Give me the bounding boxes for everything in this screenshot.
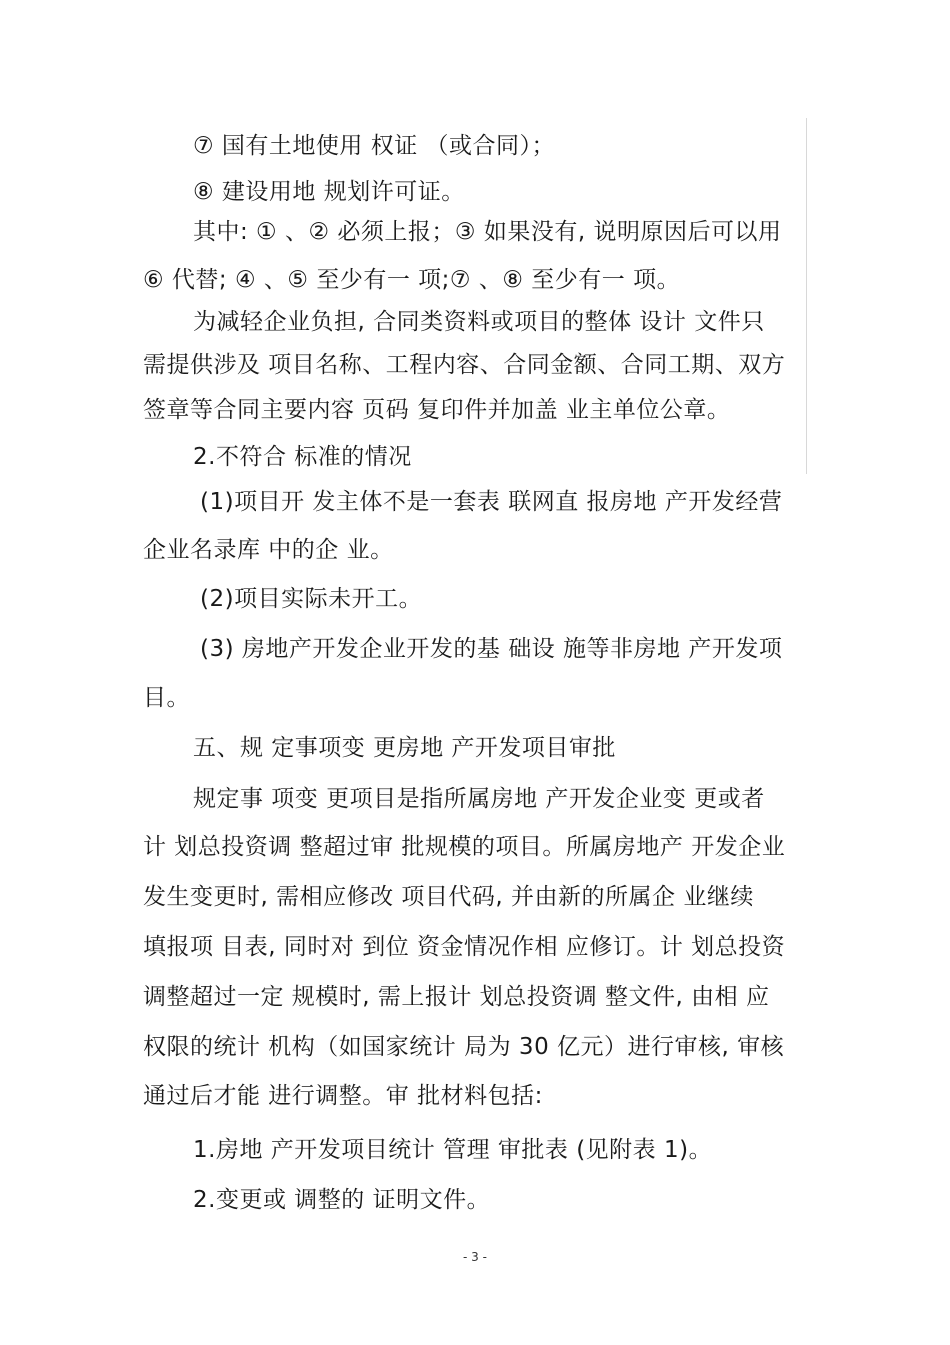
text-line: 权限的统计 机构（如国家统计 局为 30 亿元）进行审核, 审核 — [143, 1034, 785, 1060]
text-line: (1)项目开 发主体不是一套表 联网直 报房地 产开发经营 — [200, 489, 783, 515]
text-line: 企业名录库 中的企 业。 — [143, 537, 394, 563]
text-line: 签章等合同主要内容 页码 复印件并加盖 业主单位公章。 — [143, 397, 731, 423]
text-line: 其中: ① 、② 必须上报；③ 如果没有, 说明原因后可以用 — [193, 219, 782, 245]
text-line: 发生变更时, 需相应修改 项目代码, 并由新的所属企 业继续 — [143, 884, 754, 910]
list-item: 1.房地 产开发项目统计 管理 审批表 (见附表 1)。 — [193, 1137, 713, 1163]
text-line: 填报项 目表, 同时对 到位 资金情况作相 应修订。计 划总投资 — [143, 934, 786, 960]
text-line: 调整超过一定 规模时, 需上报计 划总投资调 整文件, 由相 应 — [143, 984, 770, 1010]
text-line: 通过后才能 进行调整。审 批材料包括: — [143, 1083, 543, 1109]
section-heading: 2.不符合 标准的情况 — [193, 444, 412, 470]
section-heading: 五、规 定事项变 更房地 产开发项目审批 — [193, 735, 616, 761]
text-line: ⑧ 建设用地 规划许可证。 — [193, 179, 465, 205]
text-line: 为减轻企业负担, 合同类资料或项目的整体 设计 文件只 — [193, 309, 765, 335]
list-item: 2.变更或 调整的 证明文件。 — [193, 1187, 491, 1213]
text-line: 目。 — [143, 685, 190, 711]
text-line: ⑥ 代替; ④ 、⑤ 至少有一 项;⑦ 、⑧ 至少有一 项。 — [143, 267, 681, 293]
text-line: 需提供涉及 项目名称、工程内容、合同金额、合同工期、双方 — [143, 352, 786, 378]
text-line: ⑦ 国有土地使用 权证 （或合同）； — [193, 133, 556, 159]
text-line: (2)项目实际未开工。 — [200, 586, 423, 612]
text-line: (3) 房地产开发企业开发的基 础设 施等非房地 产开发项 — [200, 636, 783, 662]
text-line: 规定事 项变 更项目是指所属房地 产开发企业变 更或者 — [193, 786, 765, 812]
margin-rule — [806, 118, 807, 474]
page-number: - 3 - — [463, 1250, 487, 1264]
text-line: 计 划总投资调 整超过审 批规模的项目。所属房地产 开发企业 — [143, 834, 786, 860]
